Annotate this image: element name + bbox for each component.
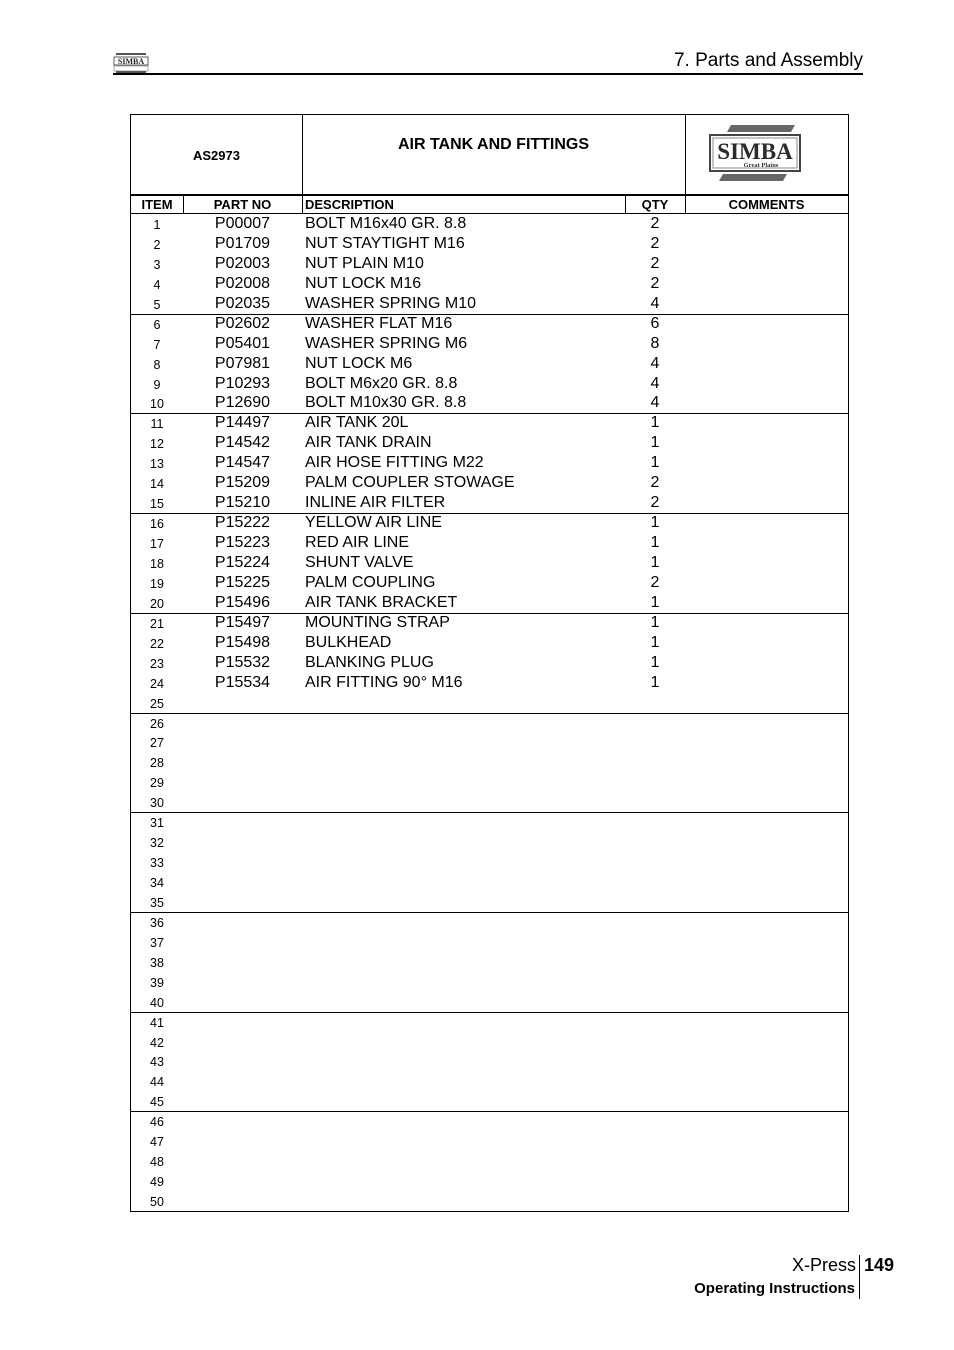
row-item: 47 — [150, 1135, 164, 1150]
row-description: INLINE AIR FILTER — [305, 494, 446, 512]
page-number: 149 — [864, 1255, 895, 1275]
header-rule — [113, 73, 863, 75]
row-qty: 1 — [650, 613, 660, 631]
row-item: 11 — [150, 417, 164, 432]
table-row — [131, 932, 848, 952]
table-row — [131, 832, 848, 852]
row-part-no: P15222 — [214, 514, 271, 532]
row-item: 4 — [153, 277, 161, 292]
row-item: 43 — [150, 1055, 164, 1070]
row-item: 2 — [153, 237, 161, 252]
row-item: 50 — [150, 1195, 164, 1210]
col-item: ITEM — [141, 197, 173, 212]
table-row — [131, 533, 848, 553]
row-description: SHUNT VALVE — [305, 553, 414, 571]
table-row — [131, 752, 848, 772]
table-row — [131, 334, 848, 354]
row-qty: 2 — [650, 215, 660, 232]
col-comments: COMMENTS — [728, 197, 805, 212]
table-row — [131, 374, 848, 394]
row-item: 10 — [150, 397, 164, 412]
footer-product: X-Press — [791, 1255, 856, 1275]
row-item: 44 — [150, 1075, 164, 1090]
row-item: 28 — [150, 756, 164, 771]
table-row — [131, 1012, 848, 1032]
row-item: 27 — [150, 736, 164, 751]
row-part-no: P01709 — [214, 234, 271, 252]
row-description: BLANKING PLUG — [305, 653, 434, 671]
row-qty: 1 — [650, 633, 660, 651]
row-item: 42 — [150, 1035, 164, 1050]
row-item: 21 — [150, 616, 164, 631]
row-item: 20 — [150, 596, 164, 611]
row-part-no: P02008 — [214, 274, 271, 292]
row-qty: 1 — [650, 434, 660, 452]
col-description: DESCRIPTION — [305, 197, 394, 212]
row-item: 49 — [150, 1175, 164, 1190]
row-qty: 2 — [650, 234, 660, 252]
table-row — [131, 413, 848, 433]
row-qty: 4 — [650, 354, 660, 372]
row-part-no: P02602 — [214, 314, 271, 332]
row-description: AIR TANK BRACKET — [305, 593, 458, 611]
row-qty: 1 — [650, 454, 660, 472]
row-part-no: P15223 — [214, 534, 271, 552]
row-qty: 1 — [650, 514, 660, 532]
row-item: 14 — [150, 477, 164, 492]
row-description: NUT STAYTIGHT M16 — [305, 234, 465, 252]
table-row — [131, 952, 848, 972]
col-part-no: PART NO — [213, 197, 272, 212]
row-item: 8 — [153, 357, 161, 372]
row-part-no: P15496 — [214, 593, 271, 611]
row-part-no: P15225 — [214, 573, 271, 591]
row-description: RED AIR LINE — [305, 534, 410, 552]
row-item: 26 — [150, 716, 164, 731]
row-item: 6 — [153, 317, 161, 332]
row-item: 22 — [150, 636, 164, 651]
row-description: AIR FITTING 90° M16 — [305, 673, 463, 691]
header-simba-logo — [113, 53, 149, 73]
row-qty: 4 — [650, 294, 660, 312]
table-row — [131, 812, 848, 832]
row-description: YELLOW AIR LINE — [305, 514, 442, 532]
table-row — [131, 593, 848, 613]
row-item: 25 — [150, 696, 164, 711]
assembly-code: AS2973 — [193, 147, 240, 163]
table-row — [131, 732, 848, 752]
row-item: 1 — [153, 218, 161, 232]
row-part-no: P15210 — [214, 494, 271, 512]
row-description: BOLT M16x40 GR. 8.8 — [305, 215, 467, 232]
col-qty: QTY — [641, 197, 669, 212]
row-part-no: P00007 — [214, 215, 271, 232]
row-qty: 2 — [650, 494, 660, 512]
table-row — [131, 234, 848, 254]
table-row — [131, 653, 848, 673]
row-qty: 2 — [650, 274, 660, 292]
parts-sheet — [130, 114, 849, 1212]
row-part-no: P15209 — [214, 474, 271, 492]
row-part-no: P15497 — [214, 613, 271, 631]
header-logo-text: SIMBA — [117, 57, 145, 66]
row-description: AIR TANK DRAIN — [305, 434, 432, 452]
row-description: WASHER SPRING M6 — [305, 334, 468, 352]
table-row — [131, 892, 848, 912]
row-description: MOUNTING STRAP — [305, 613, 450, 631]
row-qty: 4 — [650, 394, 660, 412]
table-row — [131, 473, 848, 493]
row-description: AIR HOSE FITTING M22 — [305, 454, 484, 472]
table-row — [131, 1032, 848, 1052]
row-part-no: P15498 — [214, 633, 271, 651]
row-qty: 1 — [650, 653, 660, 671]
row-part-no: P14497 — [214, 414, 271, 432]
row-item: 16 — [150, 517, 164, 532]
row-qty: 1 — [650, 534, 660, 552]
table-row — [131, 972, 848, 992]
footer-subtitle: Operating Instructions — [694, 1280, 855, 1297]
table-row — [131, 713, 848, 733]
row-description: AIR TANK 20L — [305, 414, 409, 432]
row-description: NUT LOCK M16 — [305, 274, 422, 292]
row-part-no: P02035 — [214, 294, 271, 312]
row-item: 38 — [150, 955, 164, 970]
table-row — [131, 872, 848, 892]
row-item: 48 — [150, 1155, 164, 1170]
row-item: 18 — [150, 556, 164, 571]
row-qty: 2 — [650, 573, 660, 591]
row-item: 33 — [150, 856, 164, 871]
table-row — [131, 314, 848, 334]
table-row — [131, 673, 848, 693]
row-item: 32 — [150, 836, 164, 851]
row-item: 29 — [150, 776, 164, 791]
row-item: 23 — [150, 656, 164, 671]
table-row — [131, 693, 848, 713]
row-description: NUT LOCK M6 — [305, 354, 413, 372]
table-row — [131, 453, 848, 473]
simba-logo — [709, 125, 801, 181]
table-row — [131, 1071, 848, 1091]
row-item: 12 — [150, 437, 164, 452]
table-row — [131, 613, 848, 633]
row-item: 40 — [150, 995, 164, 1010]
row-item: 37 — [150, 935, 164, 950]
row-item: 35 — [150, 895, 164, 910]
row-part-no: P07981 — [214, 354, 271, 372]
table-row — [131, 274, 848, 294]
assembly-title: AIR TANK AND FITTINGS — [397, 136, 590, 153]
footer-divider — [859, 1255, 860, 1299]
row-item: 24 — [150, 676, 164, 691]
row-part-no: P05401 — [214, 334, 271, 352]
row-description: WASHER FLAT M16 — [305, 314, 453, 332]
row-item: 39 — [150, 975, 164, 990]
row-item: 45 — [150, 1095, 164, 1110]
row-qty: 6 — [650, 314, 660, 332]
row-description: BULKHEAD — [305, 633, 392, 651]
row-item: 31 — [150, 816, 164, 831]
section-title: 7. Parts and Assembly — [673, 50, 863, 71]
table-row — [131, 1111, 848, 1131]
table-row — [131, 553, 848, 573]
row-description: BOLT M6x20 GR. 8.8 — [305, 374, 458, 392]
table-row — [131, 1051, 848, 1071]
row-qty: 1 — [650, 593, 660, 611]
row-qty: 4 — [650, 374, 660, 392]
table-row — [131, 633, 848, 653]
table-row — [131, 992, 848, 1012]
row-item: 41 — [150, 1015, 164, 1030]
row-item: 17 — [150, 537, 164, 552]
table-row — [131, 573, 848, 593]
row-description: WASHER SPRING M10 — [305, 294, 476, 312]
table-row — [131, 513, 848, 533]
row-item: 46 — [150, 1115, 164, 1130]
table-row — [131, 1191, 848, 1211]
row-part-no: P15224 — [214, 553, 271, 571]
row-item: 5 — [153, 297, 161, 312]
table-row — [131, 772, 848, 792]
row-part-no: P15534 — [214, 673, 271, 691]
row-description: NUT PLAIN M10 — [305, 254, 424, 272]
table-row — [131, 354, 848, 374]
row-part-no: P12690 — [214, 394, 271, 412]
row-qty: 1 — [650, 553, 660, 571]
table-row — [131, 1171, 848, 1191]
row-item: 19 — [150, 576, 164, 591]
table-row — [131, 1131, 848, 1151]
table-row — [131, 393, 848, 413]
table-row — [131, 1151, 848, 1171]
row-part-no: P14547 — [214, 454, 271, 472]
row-qty: 8 — [650, 334, 660, 352]
table-row — [131, 214, 848, 234]
table-row — [131, 433, 848, 453]
row-item: 3 — [153, 257, 161, 272]
row-part-no: P10293 — [214, 374, 271, 392]
row-part-no: P14542 — [214, 434, 271, 452]
table-row — [131, 493, 848, 513]
row-qty: 2 — [650, 474, 660, 492]
table-row — [131, 254, 848, 274]
row-qty: 1 — [650, 673, 660, 691]
row-description: PALM COUPLING — [305, 573, 436, 591]
row-item: 15 — [150, 497, 164, 512]
simba-logo-text: SIMBA — [717, 139, 793, 164]
row-qty: 1 — [650, 414, 660, 432]
row-part-no: P02003 — [214, 254, 271, 272]
table-row — [131, 912, 848, 932]
row-part-no: P15532 — [214, 653, 271, 671]
row-item: 9 — [153, 377, 161, 392]
row-qty: 2 — [650, 254, 660, 272]
table-row — [131, 1091, 848, 1111]
table-row — [131, 294, 848, 314]
row-item: 13 — [150, 457, 164, 472]
table-row — [131, 792, 848, 812]
row-item: 36 — [150, 915, 164, 930]
row-description: BOLT M10x30 GR. 8.8 — [305, 394, 467, 412]
row-item: 34 — [150, 876, 164, 891]
simba-logo-subtext: Great Plains — [743, 162, 779, 169]
row-item: 30 — [150, 796, 164, 811]
row-description: PALM COUPLER STOWAGE — [305, 474, 515, 492]
row-item: 7 — [153, 337, 161, 352]
table-row — [131, 852, 848, 872]
